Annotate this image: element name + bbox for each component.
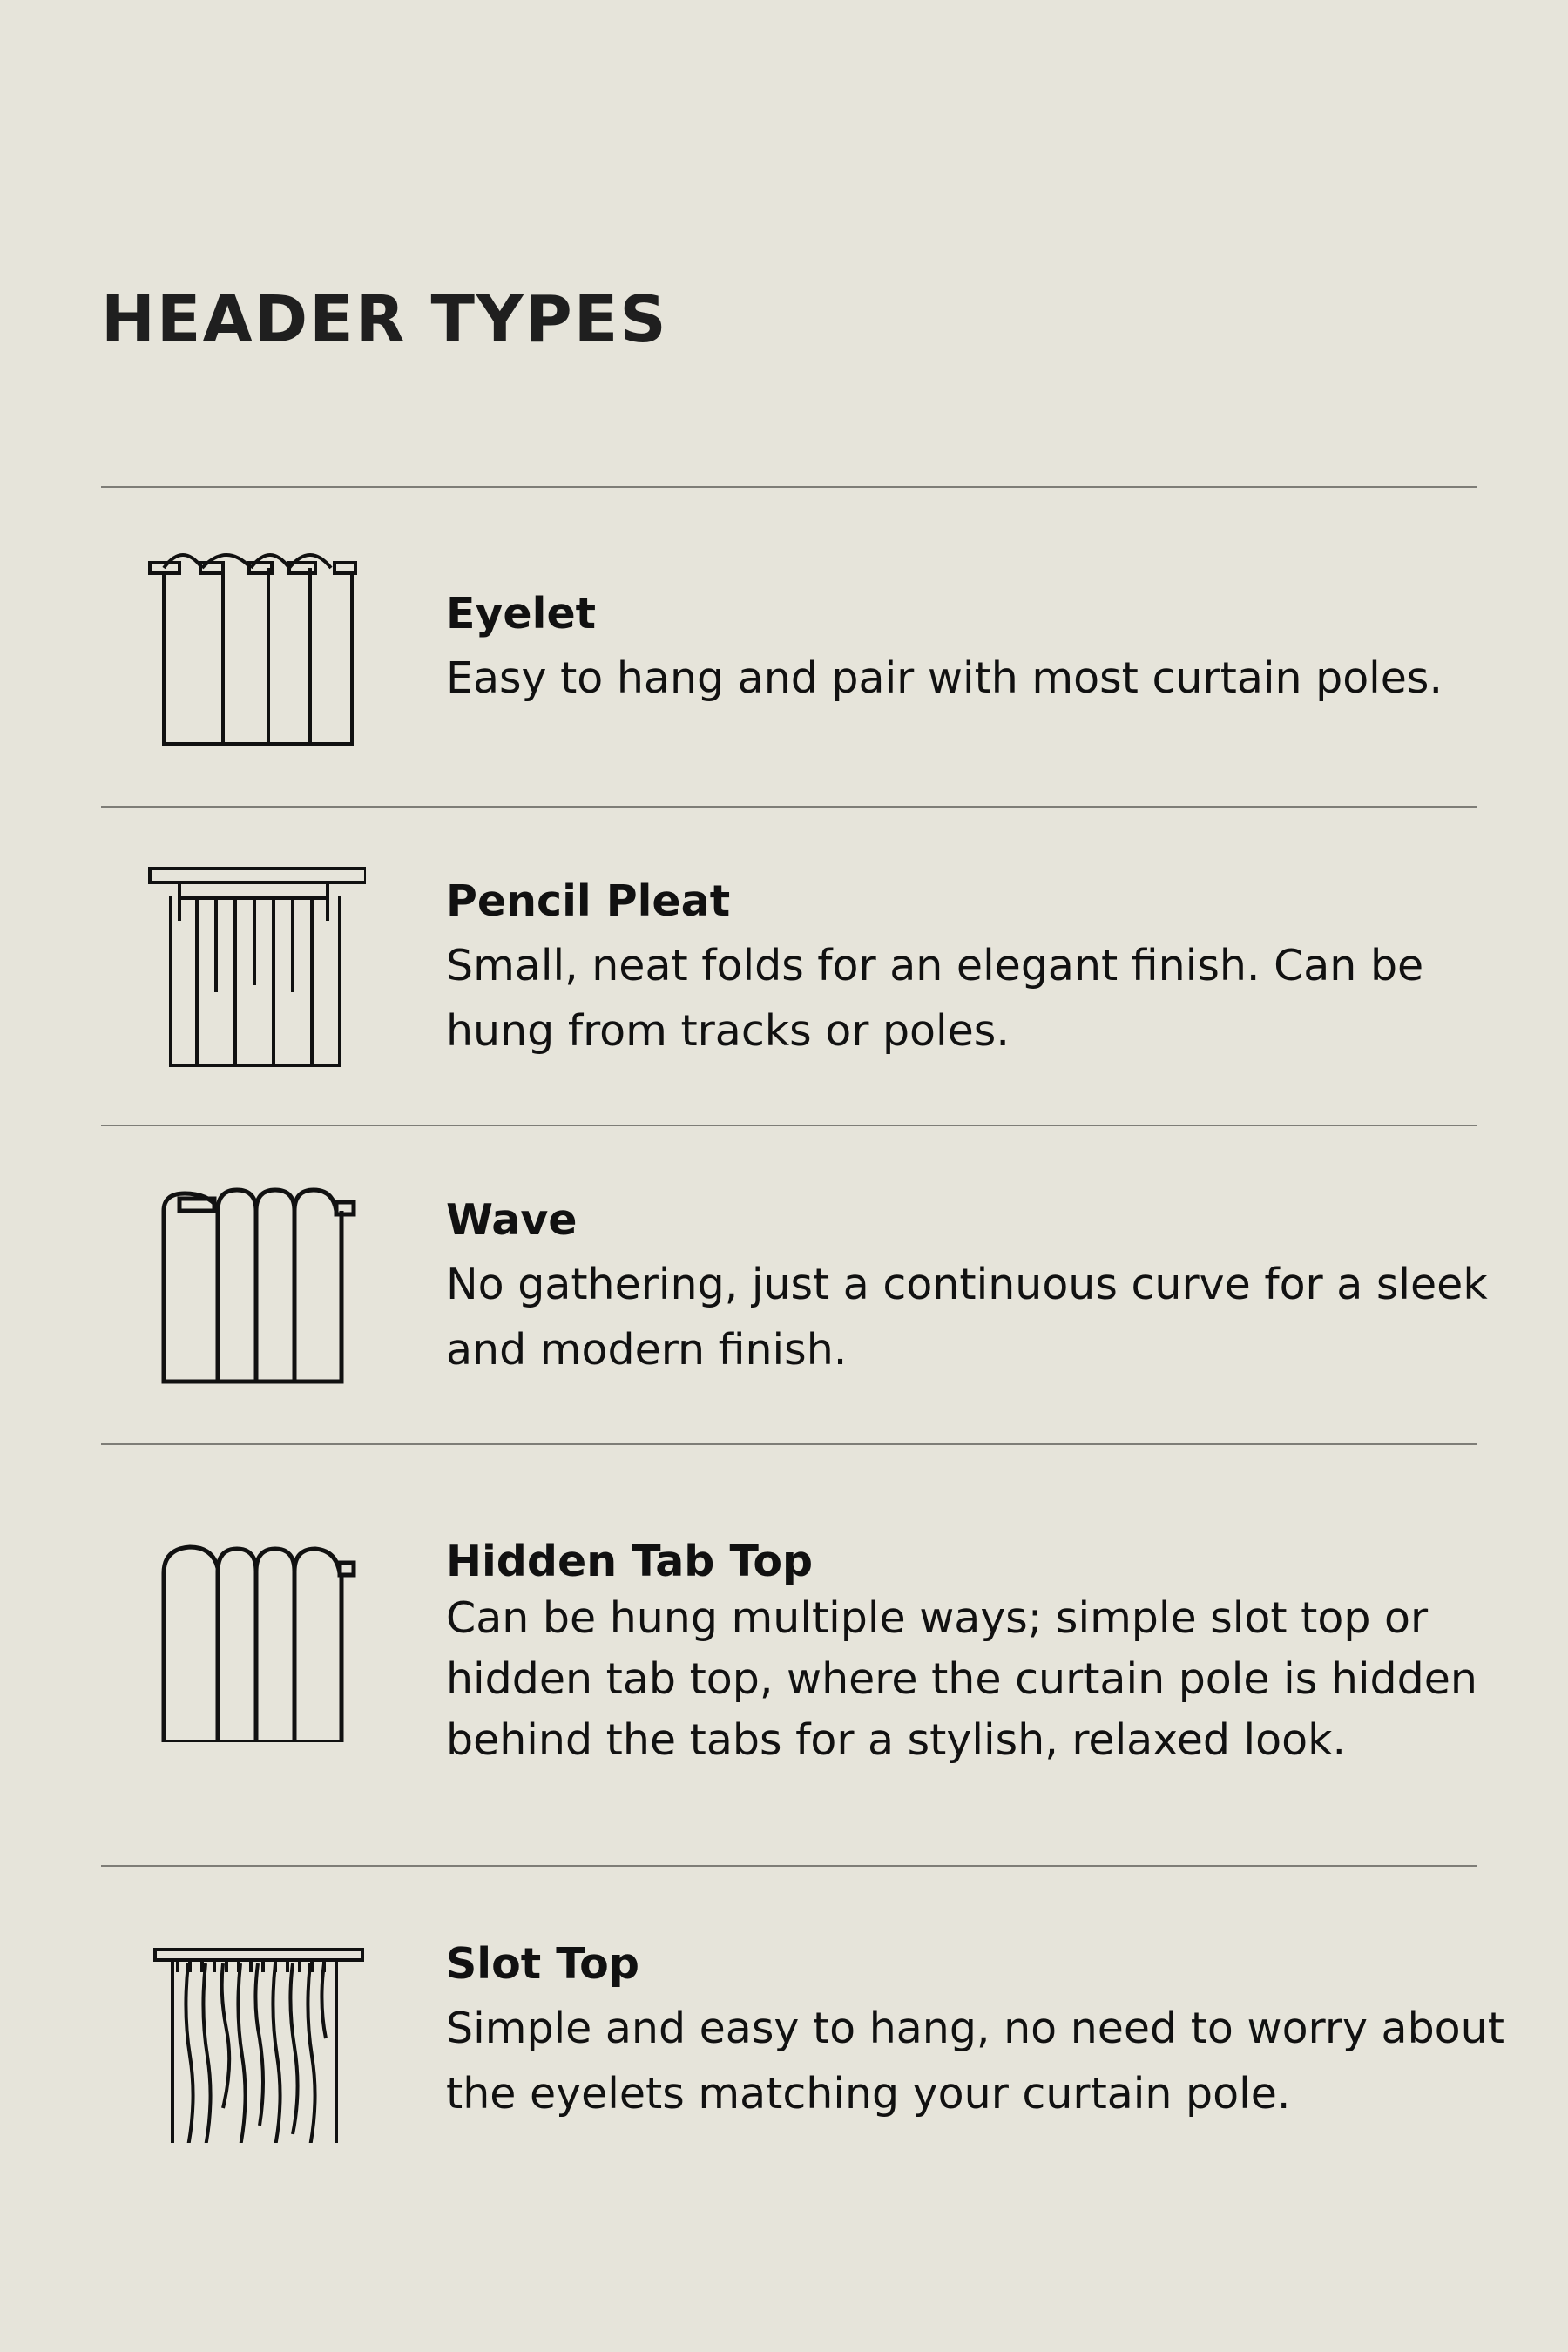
item-title: Pencil Pleat xyxy=(446,876,731,926)
eyelet-curtain-icon xyxy=(139,540,366,749)
item-description: No gathering, just a continuous curve for a sleek and modern finish. xyxy=(446,1260,1488,1375)
pencil-pleat-curtain-icon xyxy=(139,858,366,1067)
wave-curtain-icon xyxy=(139,1176,366,1385)
page-title: HEADER TYPES xyxy=(101,282,668,357)
item-title: Slot Top xyxy=(446,1939,639,1989)
item-description: Can be hung multiple ways; simple slot top or hidden tab top, where the curtain pole is hidden behind the tabs for a stylish, relaxed look. xyxy=(446,1593,1477,1765)
hidden-tab-top-curtain-icon xyxy=(139,1533,366,1742)
divider xyxy=(101,806,1477,808)
list-item xyxy=(446,1939,1509,2126)
item-description: Simple and easy to hang, no need to worry about the eyelets matching your curtain pole. xyxy=(446,2004,1504,2119)
divider xyxy=(101,1865,1477,1867)
item-description: Small, neat folds for an elegant finish. Can be hung from tracks or poles. xyxy=(446,941,1424,1056)
list-item xyxy=(446,1537,1509,1771)
item-title: Hidden Tab Top xyxy=(446,1537,814,1586)
divider xyxy=(101,486,1477,488)
list-item xyxy=(446,589,1509,711)
divider xyxy=(101,1443,1477,1445)
slot-top-curtain-icon xyxy=(139,1934,366,2143)
list-item xyxy=(446,876,1509,1064)
item-description: Easy to hang and pair with most curtain poles. xyxy=(446,653,1443,703)
divider xyxy=(101,1125,1477,1126)
item-title: Eyelet xyxy=(446,589,597,639)
list-item xyxy=(446,1195,1509,1382)
item-title: Wave xyxy=(446,1195,578,1245)
